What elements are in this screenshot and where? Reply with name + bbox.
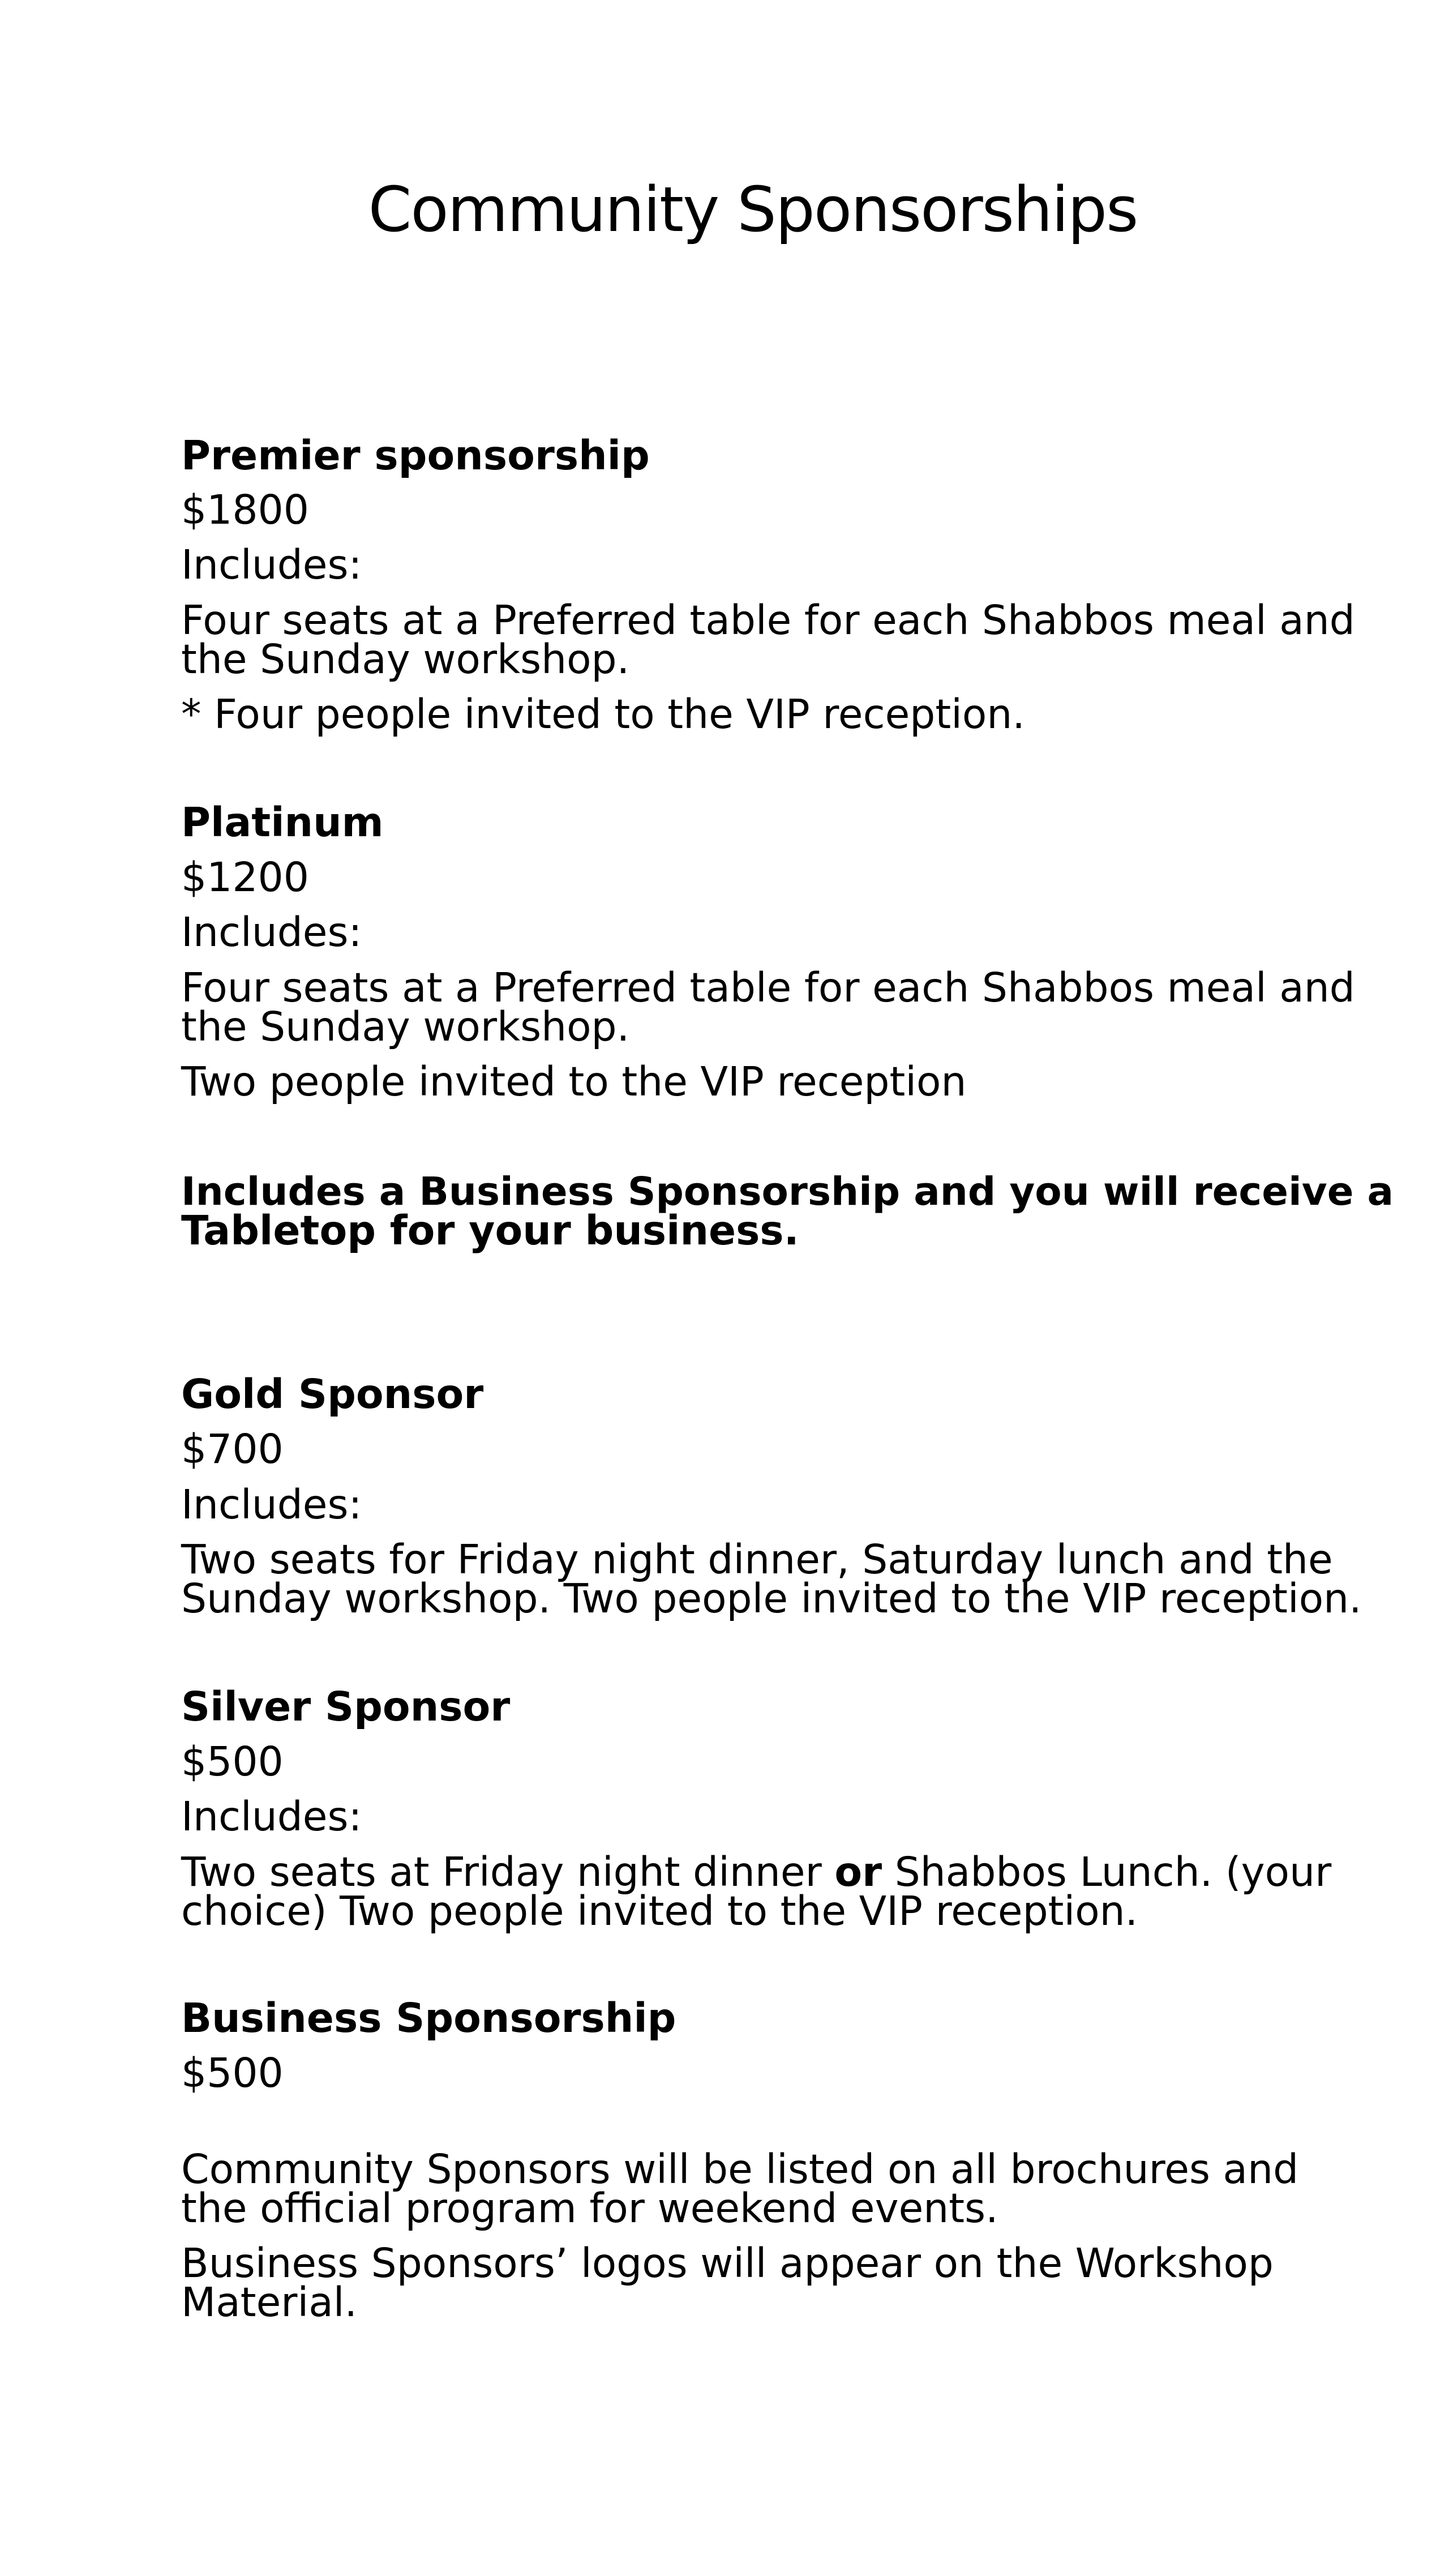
business-logo-note-line2: Material. [181, 2279, 358, 2326]
silver-description-line2: choice) Two people invited to the VIP reception. [181, 1888, 1138, 1935]
community-listing-note-line2: the official program for weekend events. [181, 2185, 998, 2232]
platinum-business-note-line1: Includes a Business Sponsorship and you will receive a [181, 1169, 1394, 1214]
platinum-includes-label: Includes: [181, 909, 362, 956]
platinum-heading: Platinum [181, 799, 384, 846]
business-heading: Business Sponsorship [181, 1995, 676, 2042]
silver-description-line1 [181, 1848, 1398, 1895]
business-price: $500 [181, 2049, 284, 2096]
silver-price: $500 [181, 1738, 284, 1785]
platinum-description-line2: the Sunday workshop. [181, 1003, 630, 1050]
gold-includes-label: Includes: [181, 1481, 362, 1528]
premier-vip-line: * Four people invited to the VIP reception. [181, 691, 1025, 738]
gold-description-line1: Two seats for Friday night dinner, Saturday lunch and the [181, 1536, 1333, 1583]
silver-heading: Silver Sponsor [181, 1683, 511, 1730]
premier-heading: Premier sponsorship [181, 432, 650, 479]
platinum-price: $1200 [181, 854, 309, 901]
premier-description-line2: the Sunday workshop. [181, 636, 630, 683]
community-listing-note-line1: Community Sponsors will be listed on all brochures and [181, 2146, 1299, 2193]
premier-description-line1: Four seats at a Preferred table for each Shabbos meal and [181, 597, 1355, 644]
silver-or-emphasis: or [834, 1848, 882, 1895]
premier-price: $1800 [181, 486, 309, 533]
gold-heading: Gold Sponsor [181, 1371, 484, 1418]
silver-includes-label: Includes: [181, 1793, 362, 1840]
silver-description-text-a: Two seats at Friday night dinner [181, 1848, 835, 1895]
gold-description-line2: Sunday workshop. Two people invited to the VIP reception. [181, 1575, 1362, 1622]
gold-price: $700 [181, 1426, 284, 1473]
platinum-vip-line: Two people invited to the VIP reception [181, 1058, 967, 1105]
premier-includes-label: Includes: [181, 541, 362, 588]
platinum-business-note-line2: Tabletop for your business. [181, 1207, 799, 1254]
page-title: Community Sponsorships [368, 173, 1138, 246]
silver-description-text-c: Shabbos Lunch. (your [882, 1848, 1332, 1895]
platinum-description-line1: Four seats at a Preferred table for each Shabbos meal and [181, 964, 1355, 1011]
business-logo-note-line1: Business Sponsors’ logos will appear on the Workshop [181, 2240, 1274, 2287]
